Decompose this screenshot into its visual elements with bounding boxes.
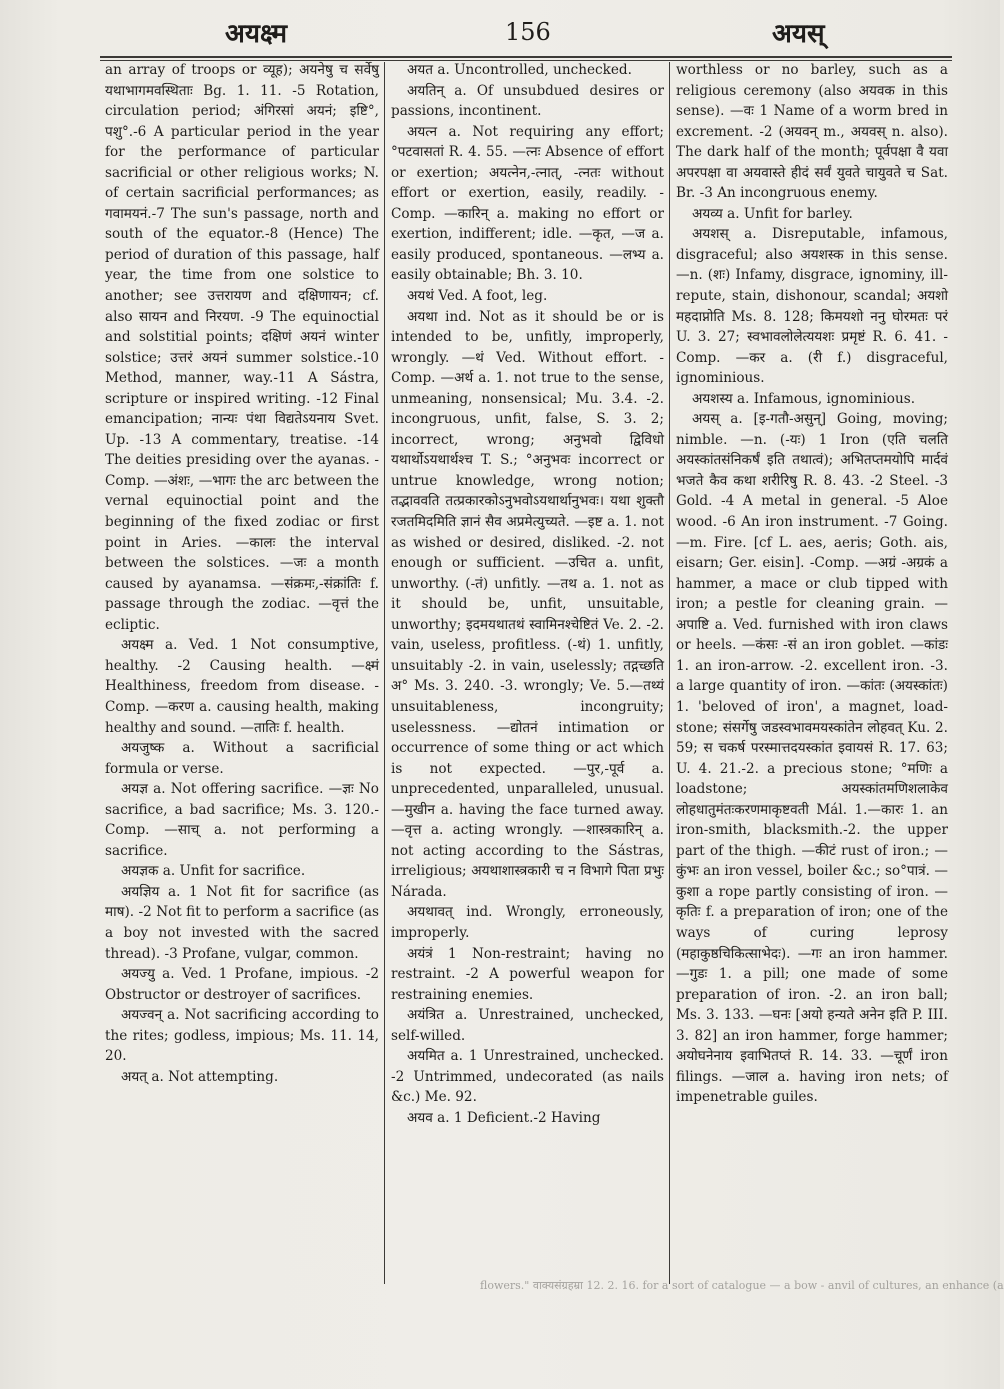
entry-ayas: अयस् a. [इ-गतौ-असुन्] Going, moving; nimble. —n. (-यः) 1 Iron (एति चलति अयस्कांतसंनिकर्षं इति तथात्वं); अभितप्तमयोपि मार्दवं भजते कैव कथा शरीरिषु R. 8. 43. -2 Steel. -3 Gold. -4 A metal in general. -5 Aloe wood. -6 An iron instrument. -7 Going. —m. Fire. [cf L. aes, aeris; Goth. ais, eisarn; Ger. eisin]. -Comp. —अग्रं -अग्रकं a hammer, a mace or club tipped with iron; a pestle for cleaning grain. —अपाष्टि a. Ved. furnished with iron claws or heels. —कंसः -सं an iron goblet. —कांडः 1. an iron-arrow. -2. excellent iron. -3. a large quantity of iron. —कांतः (अयस्कांतः) 1. 'beloved of iron', a magnet, load-stone; संसर्गेषु जडस्वभावमयस्कांतेन लोहवत् Ku. 2. 59; स चकर्ष परस्मात्तदयस्कांत इवायसं R. 17. 63; U. 4. 21.-2. a precious stone; °मणिः a loadstone; अयस्कांतमणिशलाकेव लोहधातुमंतःकरणमाकृष्टवती Mál. 1.—कारः 1. an iron-smith, blacksmith.-2. the upper part of the thigh. —कीटं rust of iron.; —कुंभः an iron vessel, boiler &c.; so°पात्रं. —कुशा a rope partly consisting of iron. —कृतिः f. a preparation of iron; one of the ways of curing leprosy (महाकुष्ठचिकित्साभेदः). —गः an iron hammer. —गुडः 1. a pill; one made of some preparation of iron. -2. an iron ball; Ms. 3. 133. —घनः [अयो हन्यते अनेन इति P. III. 3. 82] an iron hammer, forge hammer; अयोघनेनाय इवाभितप्तं R. 14. 33. —चूर्णं iron filings. —जाल a. having iron nets; of impenetrable guiles.	[676, 411, 948, 1106]
entry-continuation: worthless or no barley, such as a religious ceremony (also अयवक in this sense). —वः 1 Name of a worm bred in excrement. -2 (अयवन् m., अयवस् n. also). The dark half of the month; पूर्वपक्षा वै यवा अपरपक्षा वा अयवास्ते हीदं सर्वं युवते चायुवते च Sat. Br. -3 An incongruous enemy.	[676, 62, 948, 202]
entry-ayatha-ved: अयथं Ved. A foot, leg.	[407, 288, 548, 305]
entry-ayajnaka: अयज्ञक a. Unfit for sacrifice.	[121, 863, 306, 880]
page-header	[100, 14, 950, 56]
header-rule-thick	[100, 56, 952, 58]
entry-ayava: अयव a. 1 Deficient.-2 Having	[407, 1109, 601, 1126]
entry-ayajyu: अयज्यु a. Ved. 1 Profane, impious. -2 Obstructor or destroyer of sacrifices.	[105, 966, 379, 1003]
entry-ayashasya: अयशस्य a. Infamous, ignominious.	[692, 390, 916, 407]
entry-ayavya: अयव्य a. Unfit for barley.	[692, 205, 853, 222]
column-3	[676, 60, 948, 1280]
entry-ayathavat: अयथावत् ind. Wrongly, erroneously, improperly.	[391, 904, 664, 941]
entry-ayatna: अयत्न a. Not requiring any effort; °पटवासतां R. 4. 55. —त्नः Absence of effort or exertion; अयत्नेन,-त्नात्, -त्नतः without effort or exertion, easily, readily. -Comp. —कारिन् a. making no effort or exertion, indifferent; idle. —कृत, —ज a. easily produced, spontaneous. —लभ्य a. easily obtainable; Bh. 3. 10.	[391, 123, 664, 284]
entry-ayata: अयत a. Uncontrolled, unchecked.	[407, 62, 632, 78]
entry-ayajvan: अयज्वन् a. Not sacrificing according to the rites; godless, impious; Ms. 11. 14, 20.	[105, 1007, 379, 1065]
bleed-through-text: flowers." वाक्यसंग्रहम्रा 12. 2. 16. for a sort of catalogue — a bow - anvil of cultures, an enhance (a	[480, 1279, 1004, 1292]
column-2	[391, 60, 664, 1280]
column-divider-1	[384, 62, 385, 1284]
right-running-headword: अयस्	[772, 19, 825, 49]
left-running-headword: अयक्ष्म	[225, 19, 288, 49]
entry-ayashas: अयशस् a. Disreputable, infamous, disgraceful; also अयशस्क in this sense. —n. (शः) Infamy, disgrace, ignominy, ill-repute, stain, dishonour, scandal; अयशो महदाप्नोति Ms. 8. 128; किमयशो ननु घोरमतः परं U. 3. 27; स्वभावलोलेत्ययशः प्रमृष्टं R. 6. 41. -Comp. —कर a. (री f.) disgraceful, ignominious.	[676, 226, 948, 387]
entry-ayantrita: अयंत्रित a. Unrestrained, unchecked, self-willed.	[391, 1007, 664, 1044]
page-number: 156	[505, 18, 551, 46]
entry-ayantra: अयंत्रं 1 Non-restraint; having no restraint. -2 A powerful weapon for restraining enemies.	[391, 945, 664, 1003]
entry-ayatha: अयथा ind. Not as it should be or is intended to be, unfitly, improperly, wrongly. —थं Ved. Without effort. -Comp. —अर्थ a. 1. not true to the sense, unmeaning, nonsensical; Mu. 3.4. -2. incongruous, unfit, false, S. 3. 2; incorrect, wrong; अनुभवो द्विविधो यथार्थोऽयथार्थश्च T. S.; °अनुभवः incorrect or untrue knowledge, wrong notion; तद्भाववति तत्प्रकारकोऽनुभवोऽयथार्थानुभवः। यथा शुक्तौ रजतमिदमिति ज्ञानं सैव अप्रमेत्युच्यते. —इष्ट a. 1. not as wished or desired, disliked. -2. not enough or sufficient. —उचित a. unfit, unworthy. (-तं) unfitly. —तथ a. 1. not as it should be, unfit, unsuitable, unworthy; इदमयथातथं स्वामिनश्चेष्टितं Ve. 2. -2. vain, useless, profitless. (-थं) 1. unfitly, unsuitably -2. in vain, uselessly; तद्गच्छति अ° Ms. 3. 240. -3. wrongly; Ve. 5.—तथ्यं unsuitableness, incongruity; uselessness. —द्योतनं intimation or occurrence of some thing or act which is not expected. —पुर,-पूर्व a. unprecedented, unparalleled, unusual. —मुखीन a. having the face turned away.—वृत्त a. acting wrongly. —शास्त्रकारिन् a. not acting according to the Sástras, irreligious; अयथाशास्त्रकारी च न विभागे पिता प्रभुः Nárada.	[391, 308, 664, 900]
entry-ayakshma: अयक्ष्म a. Ved. 1 Not consumptive, healthy. -2 Causing health. —क्ष्मं Healthiness, freedom from disease. -Comp. —करण a. causing health, making healthy and sound. —तातिः f. health.	[105, 637, 379, 736]
column-divider-2	[669, 62, 670, 1284]
column-1	[105, 60, 379, 1280]
entry-ayat: अयत् a. Not attempting.	[121, 1068, 279, 1085]
entry-ayajushka: अयजुष्क a. Without a sacrificial formula or verse.	[105, 740, 379, 777]
entry-ayamita: अयमित a. 1 Unrestrained, unchecked. -2 Untrimmed, undecorated (as nails &c.) Me. 92.	[391, 1048, 664, 1106]
entry-ayajna: अयज्ञ a. Not offering sacrifice. —ज्ञः No sacrifice, a bad sacrifice; Ms. 3. 120.-Comp. —साच् a. not performing a sacrifice.	[105, 781, 379, 859]
entry-continuation: an array of troops or व्यूह); अयनेषु च सर्वेषु यथाभागमवस्थिताः Bg. 1. 11. -5 Rotation, circulation period; अंगिरसां अयनं; इष्टि°, पशु°.-6 A particular period in the year for the performance of particular sacrificial or other religious works; N. of certain sacrificial performances; as गवामयनं.-7 The sun's passage, north and south of the equator.-8 (Hence) The period of duration of this passage, half year, the time from one solstice to another; see उत्तरायण and दक्षिणायन; cf. also सायन and निरयण. -9 The equinoctial and solstitial points; दक्षिणं अयनं winter solstice; उत्तरं अयनं summer solstice.-10 Method, manner, way.-11 A Sástra, scripture or inspired writing. -12 Final emancipation; नान्यः पंथा विद्यतेऽयनाय Svet. Up. -13 A commentary, treatise. -14 The deities presiding over the ayanas. -Comp. —अंशः, —भागः the arc between the vernal equinoctial point and the beginning of the fixed zodiac or first point in Aries. —कालः the interval between the solstices. —जः a month caused by ayanamsa. —संक्रमः,-संक्रांतिः f. passage through the zodiac. —वृत्तं the ecliptic.	[105, 62, 379, 633]
entry-ayajniya: अयज्ञिय a. 1 Not fit for sacrifice (as माष). -2 Not fit to perform a sacrifice (as a boy not invested with the sacred thread). -3 Profane, vulgar, common.	[105, 883, 379, 962]
entry-ayatin: अयतिन् a. Of unsubdued desires or passions, incontinent.	[391, 82, 664, 120]
